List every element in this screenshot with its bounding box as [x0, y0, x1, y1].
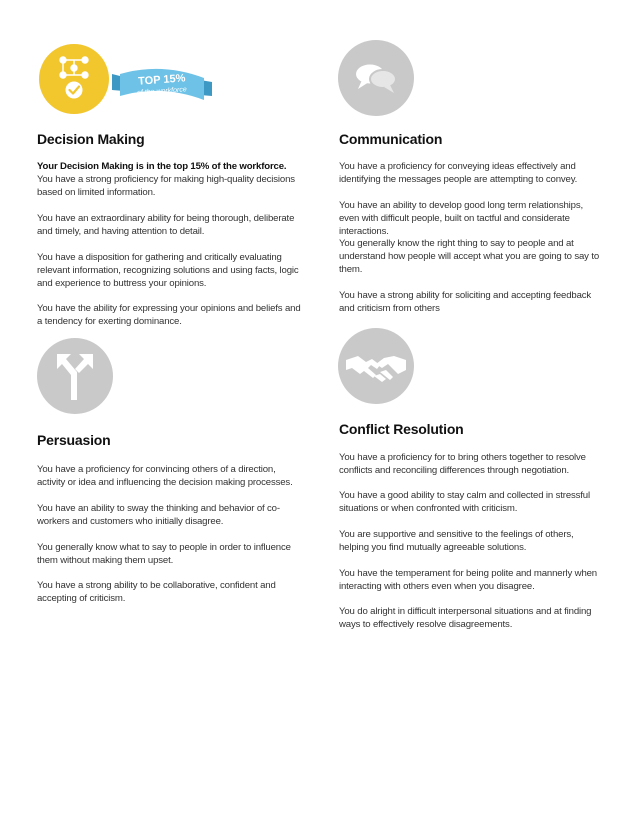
conflict-paragraph-2: You have a good ability to stay calm and collected in stressful situations or when confronted with criticism.	[339, 490, 590, 514]
persuasion-title: Persuasion	[37, 432, 111, 448]
decision-lead-rest: You have a strong proficiency for making high-quality decisions based on limited information.	[37, 174, 295, 198]
conflict-paragraph-4: You have the temperament for being polite and mannerly when interacting with others even when you disagree.	[339, 568, 597, 592]
conflict-resolution-title: Conflict Resolution	[339, 421, 464, 437]
conflict-paragraph-5: You do alright in difficult interpersonal situations and at finding ways to effectively resolve disagreements.	[339, 606, 592, 630]
decision-paragraph-3: You have the ability for expressing your opinions and beliefs and a tendency for exerting dominance.	[37, 303, 301, 327]
communication-icon	[338, 40, 414, 116]
persuasion-paragraph-2: You have an ability to sway the thinking and behavior of co-workers and customers who initially disagree.	[37, 503, 280, 527]
persuasion-icon	[37, 338, 113, 414]
decision-paragraph-2: You have a disposition for gathering and critically evaluating relevant information, recognizing solutions and using facts, logic and experience to buttress your opinions.	[37, 252, 299, 289]
decision-making-title: Decision Making	[37, 131, 145, 147]
persuasion-paragraph-1: You have a proficiency for convincing others of a direction, activity or idea and influencing the decision making processes.	[37, 464, 293, 488]
communication-paragraph-2: You have an ability to develop good long term relationships, even with difficult people, built on tactful and considerate interactions.	[339, 200, 583, 237]
persuasion-paragraph-3: You generally know what to say to people in order to influence them without making them upset.	[37, 542, 291, 566]
conflict-icon	[338, 328, 414, 404]
communication-paragraph-4: You have a strong ability for soliciting and accepting feedback and criticism from others	[339, 290, 592, 314]
persuasion-paragraph-4: You have a strong ability to be collaborative, confident and accepting of criticism.	[37, 580, 276, 604]
communication-paragraph-3: You generally know the right thing to say to people and at understand how people will accept what you are going to say to them.	[339, 238, 600, 275]
conflict-paragraph-3: You are supportive and sensitive to the feelings of others, helping you find mutually agreeable solutions.	[339, 529, 574, 553]
communication-paragraph-1: You have a proficiency for conveying ideas effectively and identifying the messages people are attempting to convey.	[339, 161, 578, 185]
top-15-badge	[112, 69, 212, 100]
conflict-paragraph-1: You have a proficiency for to bring others together to resolve conflicts and reconciling differences through negotiation.	[339, 452, 586, 476]
decision-lead-paragraph	[37, 160, 301, 199]
badge-line1: TOP 15%	[137, 72, 186, 88]
decision-icon	[34, 44, 219, 114]
decision-lead-bold: Your Decision Making is in the top 15% of the workforce.	[37, 161, 287, 172]
decision-paragraph-1: You have an extraordinary ability for being thorough, deliberate and timely, and having attention to detail.	[37, 213, 295, 237]
communication-title: Communication	[339, 131, 443, 147]
badge-line2: of the workforce	[136, 86, 187, 97]
